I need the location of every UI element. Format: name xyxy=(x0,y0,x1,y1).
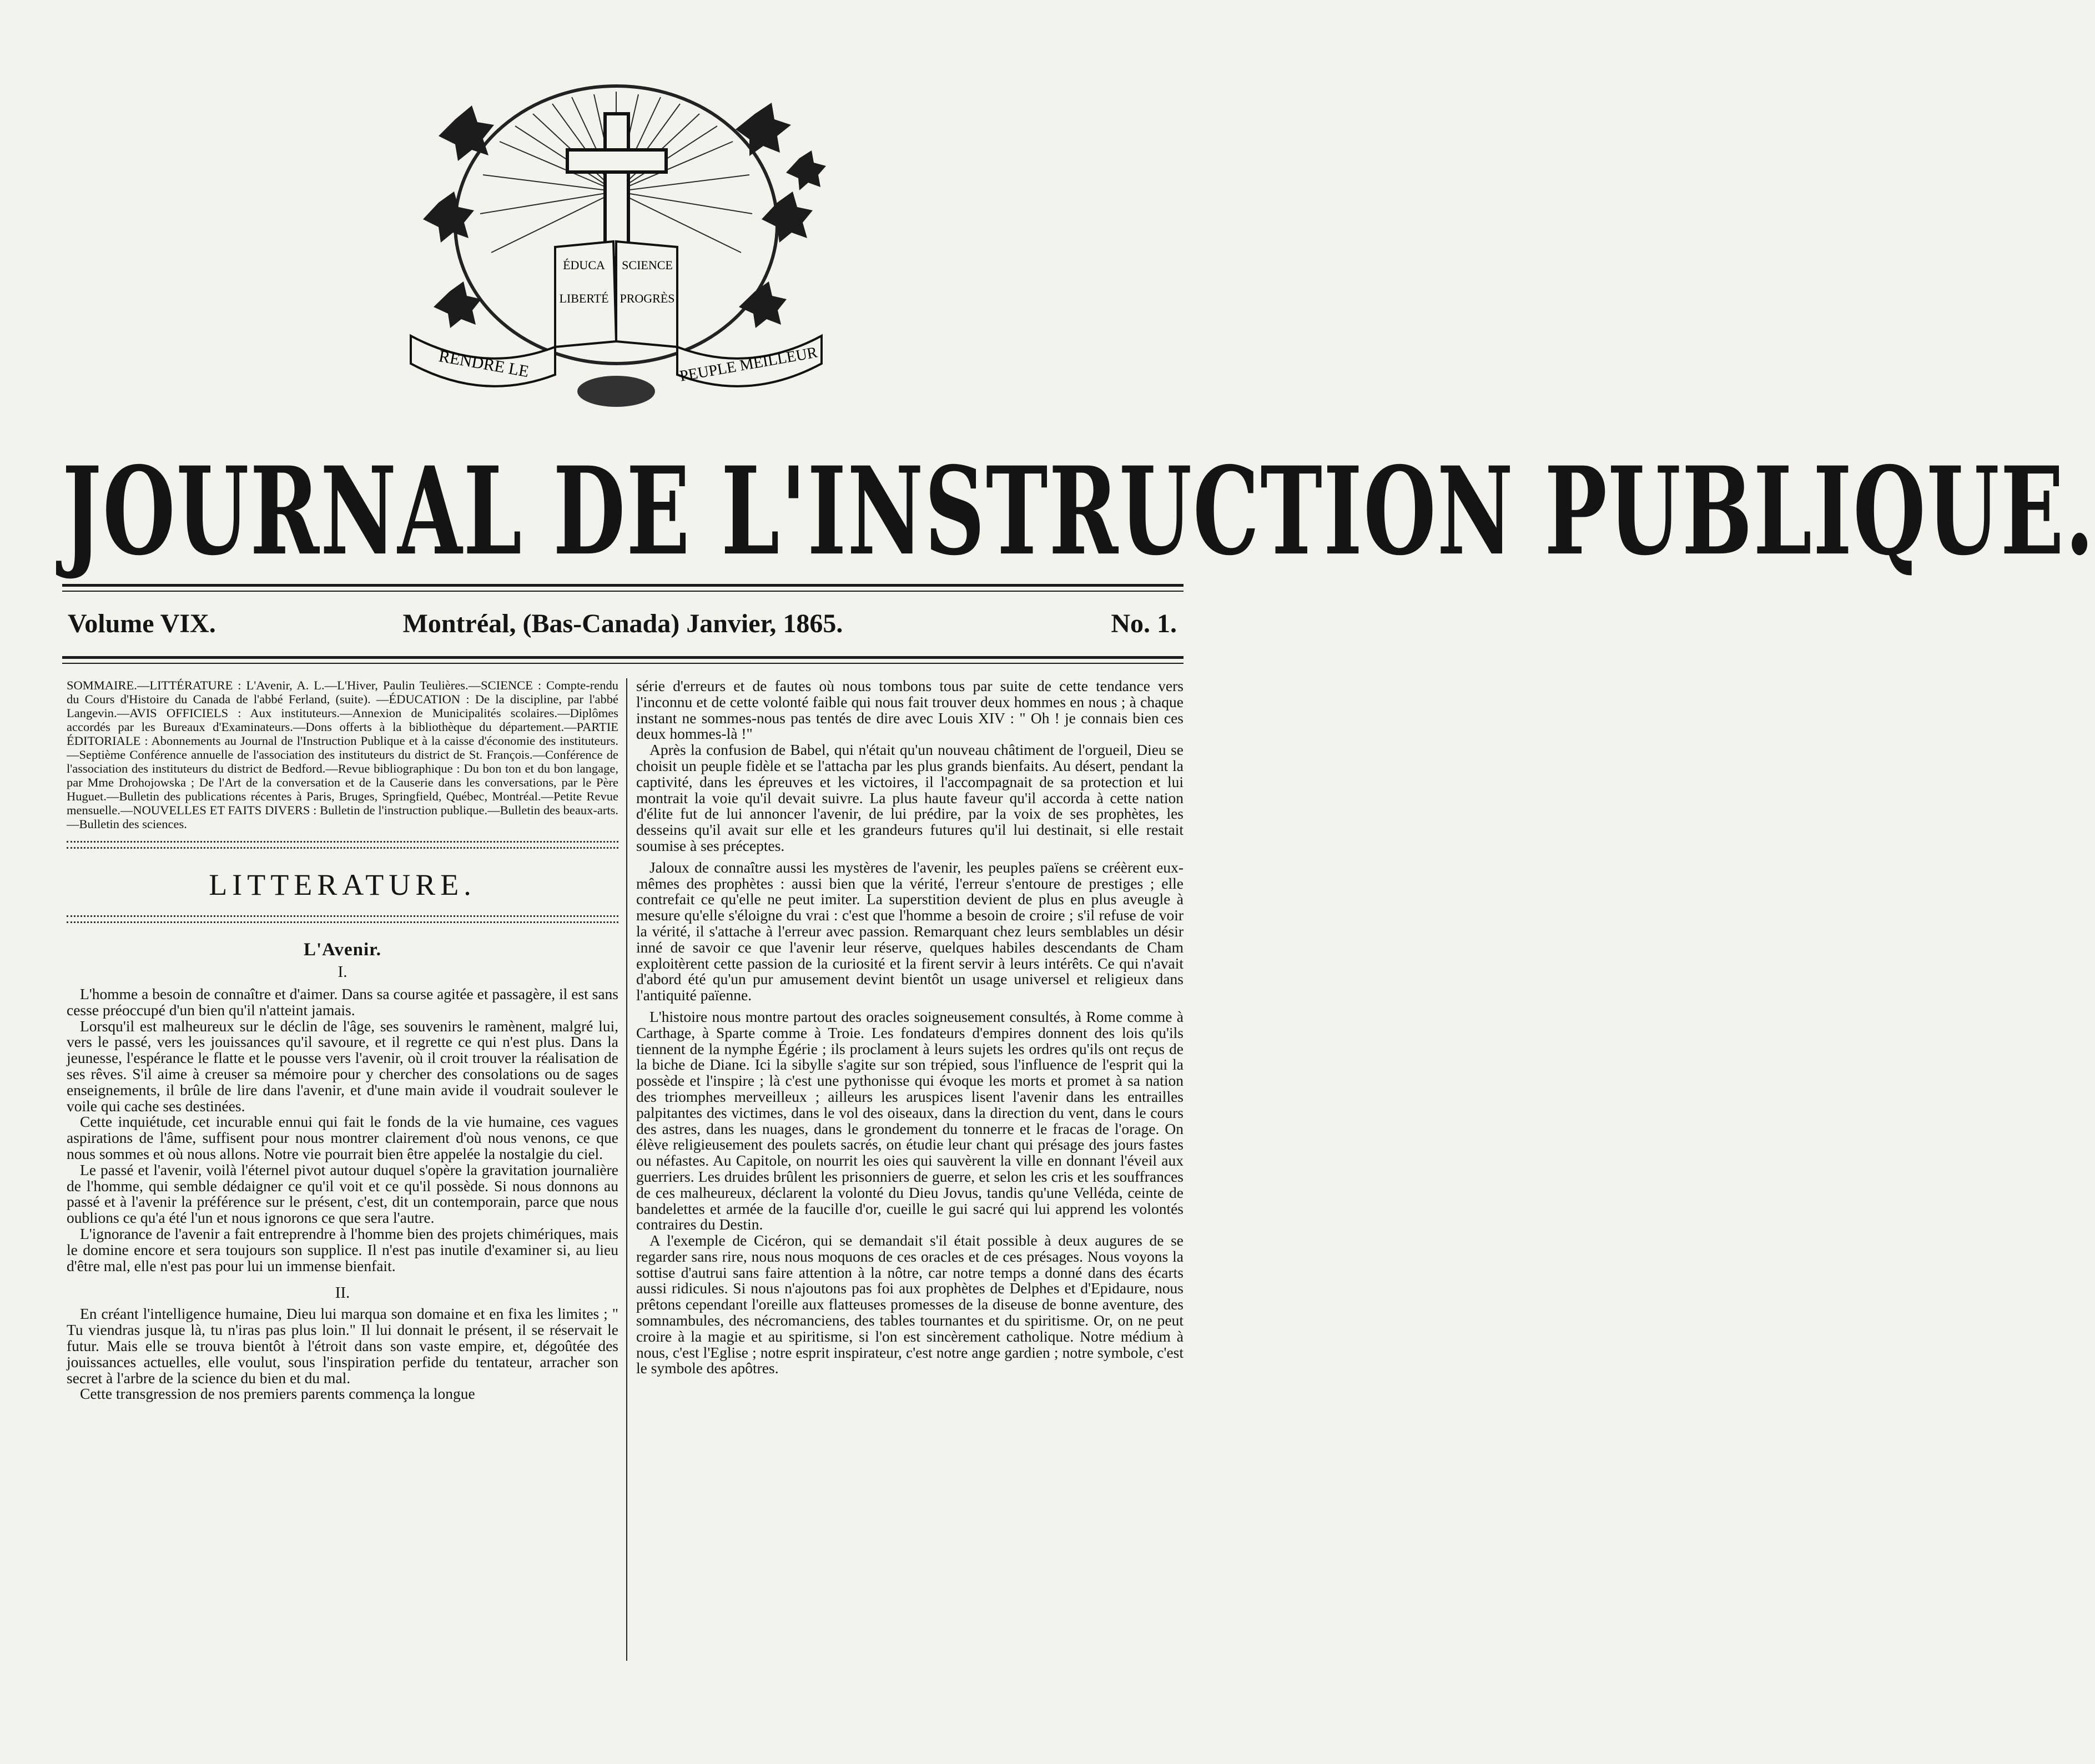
paragraph: Cette inquiétude, cet incurable ennui qui fait le fonds de la vie humaine, ces vagues aspirations de l'âme, suffisent pour nous montrer clairement d'où nous venons, ce que nous sommes et où nous allons. Notre vie pourrait bien être appelée la nostalgie du ciel. xyxy=(67,1113,618,1162)
ribbon-text-right: PEUPLE MEILLEUR xyxy=(678,344,819,385)
masthead-rule-thin xyxy=(62,591,1184,592)
book-word-progres: PROGRÈS xyxy=(620,291,675,305)
paragraph: L'ignorance de l'avenir a fait entreprendre à l'homme bien des projets chimériques, mais le domine encore et sera toujours son supplice. Il n'est pas inutile d'examiner si, au lieu d'être mal, elle n'est pas pour lui un immense bienfait. xyxy=(67,1224,618,1274)
paragraph: Après la confusion de Babel, qui n'était qu'un nouveau châtiment de l'orgueil, Dieu se choisit un peuple fidèle et se l'attacha par les plus grands bienfaits. Au désert, pendant la captivité, dans les épreuves et les victoires, il l'accompagnait de sa protection et lui montrait la voie qu'il devait suivre. La plus haute faveur qu'il accorda à cette nation d'élite fut de lui annoncer l'avenir, de lui prédire, par la voix de ses prophètes, les desseins qu'il avait sur elle et les grandeurs futures qu'il lui destinait, si elle restait soumise à ses préceptes. xyxy=(636,741,1184,854)
issue-rule-thin xyxy=(62,663,1184,664)
section-title: LITTERATURE. xyxy=(209,868,476,901)
issue-line xyxy=(62,607,1184,641)
right-column xyxy=(636,678,1184,1377)
paragraph: Cette transgression de nos premiers parents commença la longue xyxy=(80,1385,475,1403)
book-word-liberte: LIBERTÉ xyxy=(559,291,609,305)
paragraph: Le passé et l'avenir, voilà l'éternel pivot autour duquel s'opère la gravitation journalière de l'homme, qui semble dédaigner ce qu'il voit et ce qu'il possède. Si nous donnons au passé et à l'avenir la préférence sur le présent, c'est, dit un contemporain, parce que nous oublions ce qu'a été l'un et nous ignorons ce que sera l'autre. xyxy=(67,1161,618,1227)
paragraph: Jaloux de connaître aussi les mystères de l'avenir, les peuples païens se créèrent eux-mêmes des prophètes : aussi bien que la vérité, l'erreur s'entoure de prestiges ; elle contrefait ce qu'elle ne peut imiter. La superstition devient de plus en plus aveugle à mesure qu'elle s'éloigne du vrai : c'est que l'homme a besoin de croire ; s'il refuse de voir la vérité, il s'attache à l'erreur avec passion. Remarquant chez leurs semblables un désir inné de savoir ce que l'avenir leur réserve, quelques habiles descendants de Cham exploitèrent cette passion de la curiosité et la firent servir à leurs intérêts. Ce qui n'avait d'abord été qu'un pur amusement devint bientôt un usage universel et religieux dans l'antiquité païenne. xyxy=(636,858,1184,1004)
left-column xyxy=(67,678,618,1402)
part-number-two: II. xyxy=(335,1284,350,1302)
article-title: L'Avenir. xyxy=(303,940,382,960)
issue-place-date: Montréal, (Bas-Canada) Janvier, 1865. xyxy=(402,609,843,638)
masthead-rule-top xyxy=(62,584,1184,587)
issue-rule-top xyxy=(62,656,1184,659)
paragraph: Lorsqu'il est malheureux sur le déclin de l'âge, ses souvenirs le ramènent, malgré lui, vers le passé, vers les jouissances qu'il savoure, et il regrette ce qui n'est plus. Dans la jeunesse, l'espérance le flatte et le pousse vers l'avenir, où il croit trouver la réalisation de ses rêves. S'il aime à creuser sa mémoire pour y chercher des consolations ou de sages enseignements, il brûle de lire dans l'avenir, et d'une main avide il voudrait soulever le voile qui cache ses destinées. xyxy=(67,1017,618,1115)
masthead-title: JOURNAL DE L'INSTRUCTION PUBLIQUE. xyxy=(62,441,2095,583)
book-word-science: SCIENCE xyxy=(622,258,673,272)
paragraph: L'homme a besoin de connaître et d'aimer. Dans sa course agitée et passagère, il est sans cesse préoccupé d'un bien qu'il n'atteint jamais. xyxy=(67,985,618,1019)
column-divider xyxy=(626,678,627,1661)
cross-sunburst-emblem-icon xyxy=(389,80,844,436)
book-word-educa: ÉDUCA xyxy=(563,258,605,272)
paragraph: En créant l'intelligence humaine, Dieu lui marqua son domaine et en fixa les limites ; " Tu viendras jusque là, tu n'iras pas plus loin." Il lui donnait le présent, il se réservait le futur. Mais elle se trouva bientôt à l'étroit dans son vaste empire, et, dégoûtée des jouissances actuelles, elle voulut, sous l'inspiration perfide du tentateur, arracher son secret à l'arbre de la science du bien et du mal. xyxy=(67,1305,618,1387)
part-number-one: I. xyxy=(338,963,348,981)
paragraph: série d'erreurs et de fautes où nous tombons tous par suite de cette tendance vers l'inconnu et de cette volonté faible qui nous fait trouver deux hommes en nous ; à chaque instant ne sommes-nous pas tentés de dire avec Louis XIV : " Oh ! je connais bien ces deux hommes-là !" xyxy=(636,677,1184,743)
summary-text: SOMMAIRE.—LITTÉRATURE : L'Avenir, A. L.—L'Hiver, Paulin Teulières.—SCIENCE : Compte-rendu du Cours d'Histoire du Canada de l'abbé Ferland, (suite). —ÉDUCATION : De la discipline, par l'abbé Langevin.—AVIS OFFICIELS : Aux instituteurs.—Annexion de Municipalités scolaires.—Diplômes accordés par les Bureaux d'Examinateurs.—Dons offerts à la bibliothèque du département.—PARTIE ÉDITORIALE : Abonnements au Journal de l'Instruction Publique et à la caisse d'économie des instituteurs.—Septième Conférence annuelle de l'association des instituteurs du district de St. François.—Conférence de l'association des instituteurs du district de Bedford.—Revue bibliographique : Du bon ton et du bon langage, par Mme Drohojowska ; De l'Art de la conversation et de la Causerie dans les conversations, par le Père Huguet.—Bulletin des publications récentes à Paris, Bruges, Springfield, Québec, Montréal.—Petite Revue mensuelle.—NOUVELLES ET FAITS DIVERS : Bulletin de l'instruction publique.—Bulletin des beaux-arts.—Bulletin des sciences. xyxy=(67,678,618,831)
issue-number: No. 1. xyxy=(1111,609,1177,638)
ribbon-text-left: RENDRE LE xyxy=(437,347,531,381)
issue-volume: Volume VIX. xyxy=(68,609,216,638)
paragraph: A l'exemple de Cicéron, qui se demandait s'il était possible à deux augures de se regarder sans rire, nous nous moquons de ces oracles et de ces présages. Nous voyons la sottise d'autrui sans faire attention à la nôtre, car notre temps a donné dans des écarts aussi ridicules. Si nous n'ajoutons pas foi aux prophètes de Delphes et d'Epidaure, nous prêtons cependant l'oreille aux flatteuses promesses de la diseuse de bonne aventure, des somnambules, des nécromanciens, des tables tournantes et du spiritisme. Or, on ne peut croire à la magie et au spiritisme, si l'on est sincèrement catholique. Notre médium à nous, c'est l'Eglise ; notre esprit inspirateur, c'est notre ange gardien ; notre symbole, c'est le symbole des apôtres. xyxy=(636,1232,1184,1377)
paragraph: L'histoire nous montre partout des oracles soigneusement consultés, à Rome comme à Carthage, à Sparte comme à Troie. Les fondateurs d'empires donnent des lois qu'ils tiennent de la nymphe Égérie ; ils proclament à leurs sujets les ordres qu'ils ont reçus de la biche de Diane. Ici la sibylle s'agite sur son trépied, sous l'influence de l'esprit qui la possède et l'inspire ; là c'est une pythonisse qui évoque les morts et promet à sa nation des triomphes merveilleux ; ailleurs les aruspices lisent l'avenir dans les entrailles palpitantes des victimes, dans le vol des oiseaux, dans la direction du vent, dans le cours des astres, dans les nuages, dans le grondement du tonnerre et le fracas de l'orage. On élève religieusement des poulets sacrés, on étudie leur chant qui présage des jours fastes ou néfastes. Au Capitole, on nourrit les oies qui sauvèrent la ville en donnant l'éveil aux guerriers. Les druides brûlent les prisonniers de guerre, et selon les cris et les souffrances de ces malheureux, déclarent la volonté du Dieu Jovus, tandis qu'une Velléda, ceinte de bandelettes et armée de la faucille d'or, cueille le gui sacré qui lui apprend les volontés contraires du Destin. xyxy=(636,1007,1184,1233)
